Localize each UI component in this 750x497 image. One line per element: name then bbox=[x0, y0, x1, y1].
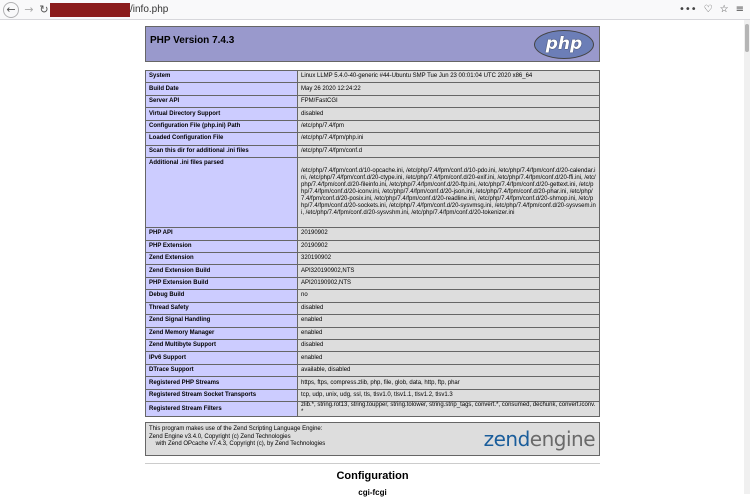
table-row bbox=[146, 327, 600, 339]
configuration-heading: Configuration bbox=[336, 470, 409, 482]
table-row bbox=[146, 158, 600, 228]
table-row bbox=[146, 95, 600, 107]
menu-icon[interactable]: ≡ bbox=[735, 4, 744, 15]
row-key: Zend Extension bbox=[146, 252, 298, 264]
row-value: /etc/php/7.4/fpm/php.ini bbox=[298, 133, 600, 145]
table-row bbox=[146, 120, 600, 132]
row-key: DTrace Support bbox=[146, 364, 298, 376]
table-row bbox=[146, 228, 600, 240]
table-row bbox=[146, 302, 600, 314]
table-row bbox=[146, 277, 600, 289]
table-row bbox=[146, 145, 600, 157]
zend-line-2: Zend Engine v3.4.0, Copyright (c) Zend Technologies bbox=[149, 433, 291, 440]
row-value: enabled bbox=[298, 327, 600, 339]
row-value: enabled bbox=[298, 352, 600, 364]
pocket-icon[interactable]: ♡ bbox=[703, 4, 713, 15]
row-key: Additional .ini files parsed bbox=[146, 158, 298, 228]
row-key: PHP API bbox=[146, 228, 298, 240]
table-row bbox=[146, 315, 600, 327]
forward-arrow-icon[interactable]: → bbox=[24, 3, 34, 16]
zend-line-1: This program makes use of the Zend Scripting Language Engine: bbox=[149, 426, 323, 432]
row-key: Thread Safety bbox=[146, 302, 298, 314]
row-value: https, ftps, compress.zlib, php, file, glob, data, http, ftp, phar bbox=[298, 377, 600, 389]
row-value: 20190902 bbox=[298, 240, 600, 252]
row-key: Scan this dir for additional .ini files bbox=[146, 145, 298, 157]
row-value: disabled bbox=[298, 302, 600, 314]
table-row bbox=[146, 252, 600, 264]
row-value: FPM/FastCGI bbox=[298, 95, 600, 107]
table-row bbox=[146, 265, 600, 277]
table-row bbox=[146, 108, 600, 120]
row-value: /etc/php/7.4/fpm/conf.d bbox=[298, 145, 600, 157]
url-redacted-host[interactable] bbox=[50, 3, 130, 17]
php-logo: php bbox=[534, 30, 594, 59]
row-key: Virtual Directory Support bbox=[146, 108, 298, 120]
row-key: IPv6 Support bbox=[146, 352, 298, 364]
row-value: /etc/php/7.4/fpm bbox=[298, 120, 600, 132]
table-row bbox=[146, 364, 600, 376]
php-version-header bbox=[145, 26, 600, 62]
row-value: zlib.*, string.rot13, string.toupper, string.tolower, string.strip_tags, convert.*, consumed, dechunk, convert.iconv.* bbox=[298, 402, 600, 417]
scrollbar-thumb[interactable] bbox=[745, 24, 749, 52]
table-row bbox=[146, 340, 600, 352]
zend-engine-logo: zendengine bbox=[483, 427, 595, 451]
table-row bbox=[146, 352, 600, 364]
row-key: Build Date bbox=[146, 83, 298, 95]
table-row bbox=[146, 389, 600, 401]
row-value: no bbox=[298, 290, 600, 302]
row-value: available, disabled bbox=[298, 364, 600, 376]
row-value: Linux LLMP 5.4.0-40-generic #44-Ubuntu SMP Tue Jun 23 00:01:04 UTC 2020 x86_64 bbox=[298, 71, 600, 83]
table-row bbox=[146, 377, 600, 389]
divider bbox=[145, 463, 600, 464]
row-value: disabled bbox=[298, 108, 600, 120]
table-row bbox=[146, 240, 600, 252]
row-key: Zend Multibyte Support bbox=[146, 340, 298, 352]
table-row bbox=[146, 133, 600, 145]
table-row bbox=[146, 290, 600, 302]
row-value: tcp, udp, unix, udg, ssl, tls, tlsv1.0, tlsv1.1, tlsv1.2, tlsv1.3 bbox=[298, 389, 600, 401]
zend-credits bbox=[149, 426, 325, 449]
browser-toolbar bbox=[0, 0, 750, 20]
reload-icon[interactable]: ↻ bbox=[39, 3, 49, 16]
more-icon[interactable]: ••• bbox=[678, 4, 697, 15]
info-table bbox=[145, 70, 600, 417]
row-key: Configuration File (php.ini) Path bbox=[146, 120, 298, 132]
row-key: PHP Extension Build bbox=[146, 277, 298, 289]
row-key: PHP Extension bbox=[146, 240, 298, 252]
row-key: Registered Stream Socket Transports bbox=[146, 389, 298, 401]
back-arrow-icon[interactable]: ← bbox=[3, 2, 19, 18]
configuration-subheading: cgi-fcgi bbox=[358, 488, 387, 497]
row-value: API320190902,NTS bbox=[298, 265, 600, 277]
row-value: API20190902,NTS bbox=[298, 277, 600, 289]
row-value: 20190902 bbox=[298, 228, 600, 240]
row-key: Server API bbox=[146, 95, 298, 107]
zend-engine-box bbox=[145, 422, 600, 456]
toolbar-actions bbox=[679, 2, 744, 18]
row-key: Registered PHP Streams bbox=[146, 377, 298, 389]
row-value: 320190902 bbox=[298, 252, 600, 264]
page-title: PHP Version 7.4.3 bbox=[150, 35, 235, 46]
row-key: System bbox=[146, 71, 298, 83]
row-key: Registered Stream Filters bbox=[146, 402, 298, 417]
table-row bbox=[146, 402, 600, 417]
row-key: Zend Extension Build bbox=[146, 265, 298, 277]
row-key: Zend Memory Manager bbox=[146, 327, 298, 339]
address-bar-path[interactable]: /info.php bbox=[130, 4, 169, 15]
table-row bbox=[146, 71, 600, 83]
row-key: Loaded Configuration File bbox=[146, 133, 298, 145]
zend-line-3: with Zend OPcache v7.4.3, Copyright (c), by Zend Technologies bbox=[149, 441, 326, 447]
row-value: /etc/php/7.4/fpm/conf.d/10-opcache.ini, /etc/php/7.4/fpm/conf.d/10-pdo.ini, /etc/php/7.4/fpm/conf.d/20-calendar.ini, /etc/php/7.4/fpm/conf.d/20-ctype.ini, /etc/php/7.4/fpm/conf.d/20-exif.ini, /etc/php/7.4/fpm/conf.d/20-ffi.ini, /etc/php/7.4/fpm/conf.d/20-fileinfo.ini, /etc/php/7.4/fpm/conf.d/20-ftp.ini, /etc/php/7.4/fpm/conf.d/20-gettext.ini, /etc/php/7.4/fpm/conf.d/20-iconv.ini, /etc/php/7.4/fpm/conf.d/20-json.ini, /etc/php/7.4/fpm/conf.d/20-phar.ini, /etc/php/7.4/fpm/conf.d/20-posix.ini, /etc/php/7.4/fpm/conf.d/20-readline.ini, /etc/php/7.4/fpm/conf.d/20-shmop.ini, /etc/php/7.4/fpm/conf.d/20-sockets.ini, /etc/php/7.4/fpm/conf.d/20-sysvmsg.ini, /etc/php/7.4/fpm/conf.d/20-sysvsem.ini, /etc/php/7.4/fpm/conf.d/20-sysvshm.ini, /etc/php/7.4/fpm/conf.d/20-tokenizer.ini bbox=[298, 158, 600, 228]
table-row bbox=[146, 83, 600, 95]
row-value: May 26 2020 12:24:22 bbox=[298, 83, 600, 95]
vertical-scrollbar[interactable] bbox=[744, 20, 750, 494]
row-key: Zend Signal Handling bbox=[146, 315, 298, 327]
star-icon[interactable]: ☆ bbox=[719, 4, 729, 15]
row-value: enabled bbox=[298, 315, 600, 327]
row-key: Debug Build bbox=[146, 290, 298, 302]
row-value: disabled bbox=[298, 340, 600, 352]
